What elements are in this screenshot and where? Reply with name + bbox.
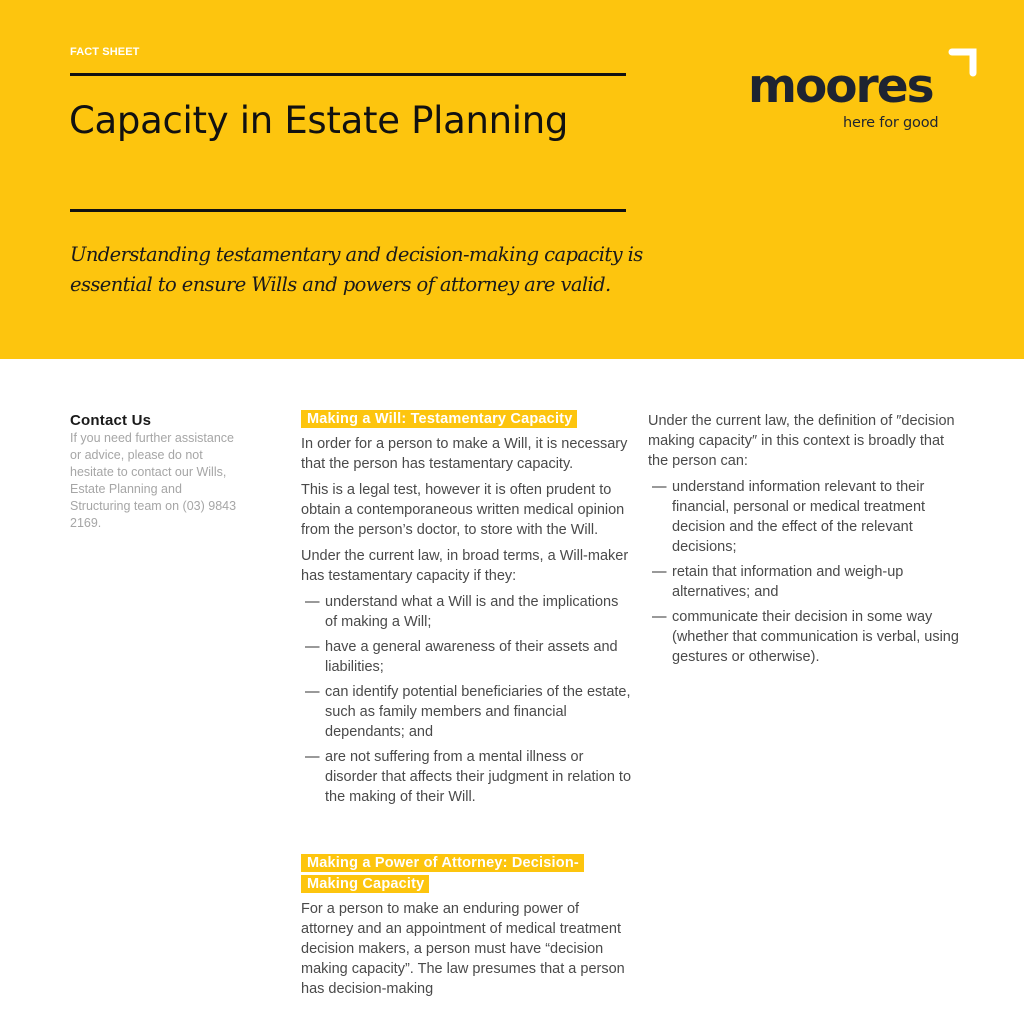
list-item-text: retain that information and weigh-up alternatives; and <box>672 564 904 600</box>
list-item-text: can identify potential beneficiaries of the estate, such as family members and financial dependants; and <box>325 684 631 740</box>
list-item-text: communicate their decision in some way (whether that communication is verbal, using gestures or otherwise). <box>672 609 959 665</box>
list-item <box>648 562 968 602</box>
list-item <box>648 607 968 667</box>
list-item-text: understand information relevant to their financial, personal or medical treatment decision and the effect of the relevant decisions; <box>672 479 926 555</box>
section-heading-wrap <box>301 409 631 430</box>
contact-title: Contact Us <box>70 412 152 429</box>
paragraph: In order for a person to make a Will, it is necessary that the person has testamentary capacity. <box>301 436 628 472</box>
dash-bullet-icon: — <box>305 684 320 700</box>
column-middle <box>301 409 631 1005</box>
spacer <box>301 813 631 853</box>
list-item-text: understand what a Will is and the implications of making a Will; <box>325 594 619 630</box>
bottom-divider <box>70 209 626 212</box>
page-subtitle: Understanding testamentary and decision-making capacity is essential to ensure Wills and powers of attorney are valid. <box>70 243 643 296</box>
logo-wordmark: moores <box>748 59 933 114</box>
column-right <box>648 411 968 673</box>
fact-sheet-label: FACT SHEET <box>70 46 140 58</box>
decision-capacity-criteria-list <box>648 477 968 667</box>
list-item <box>301 747 631 807</box>
testamentary-criteria-list <box>301 592 631 807</box>
dash-bullet-icon: — <box>652 564 667 580</box>
logo-tagline: here for good <box>843 115 939 131</box>
paragraph: For a person to make an enduring power of attorney and an appointment of medical treatment decision makers, a person must have “decision making capacity”. The law presumes that a person has decision-making <box>301 901 625 997</box>
list-item <box>648 477 968 557</box>
list-item-text: have a general awareness of their assets and liabilities; <box>325 639 618 675</box>
paragraph: This is a legal test, however it is often prudent to obtain a contemporaneous written medical opinion from the person’s doctor, to store with the Will. <box>301 482 625 538</box>
contact-body: If you need further assistance or advice, please do not hesitate to contact our Wills, Estate Planning and Structuring team on (03) 9843 2169. <box>70 431 237 530</box>
section-heading-power-of-attorney: Making a Power of Attorney: Decision-Making Capacity <box>301 854 584 893</box>
dash-bullet-icon: — <box>652 609 667 625</box>
top-divider <box>70 73 626 76</box>
paragraph: Under the current law, in broad terms, a Will-maker has testamentary capacity if they: <box>301 548 629 584</box>
list-item <box>301 682 631 742</box>
paragraph: Under the current law, the definition of ″decision making capacity″ in this context is broadly that the person can: <box>648 413 955 469</box>
dash-bullet-icon: — <box>305 594 320 610</box>
corner-bracket-icon <box>948 48 978 78</box>
dash-bullet-icon: — <box>305 639 320 655</box>
list-item-text: are not suffering from a mental illness or disorder that affects their judgment in relation to the making of their Will. <box>325 749 632 805</box>
dash-bullet-icon: — <box>652 479 667 495</box>
section-heading-wrap <box>301 853 601 895</box>
list-item <box>301 637 631 677</box>
header-banner <box>0 0 1024 359</box>
contact-sidebar <box>70 412 240 532</box>
list-item <box>301 592 631 632</box>
dash-bullet-icon: — <box>305 749 320 765</box>
page-title: Capacity in Estate Planning <box>69 99 569 142</box>
moores-logo <box>748 48 988 138</box>
section-heading-testamentary: Making a Will: Testamentary Capacity <box>301 410 577 428</box>
